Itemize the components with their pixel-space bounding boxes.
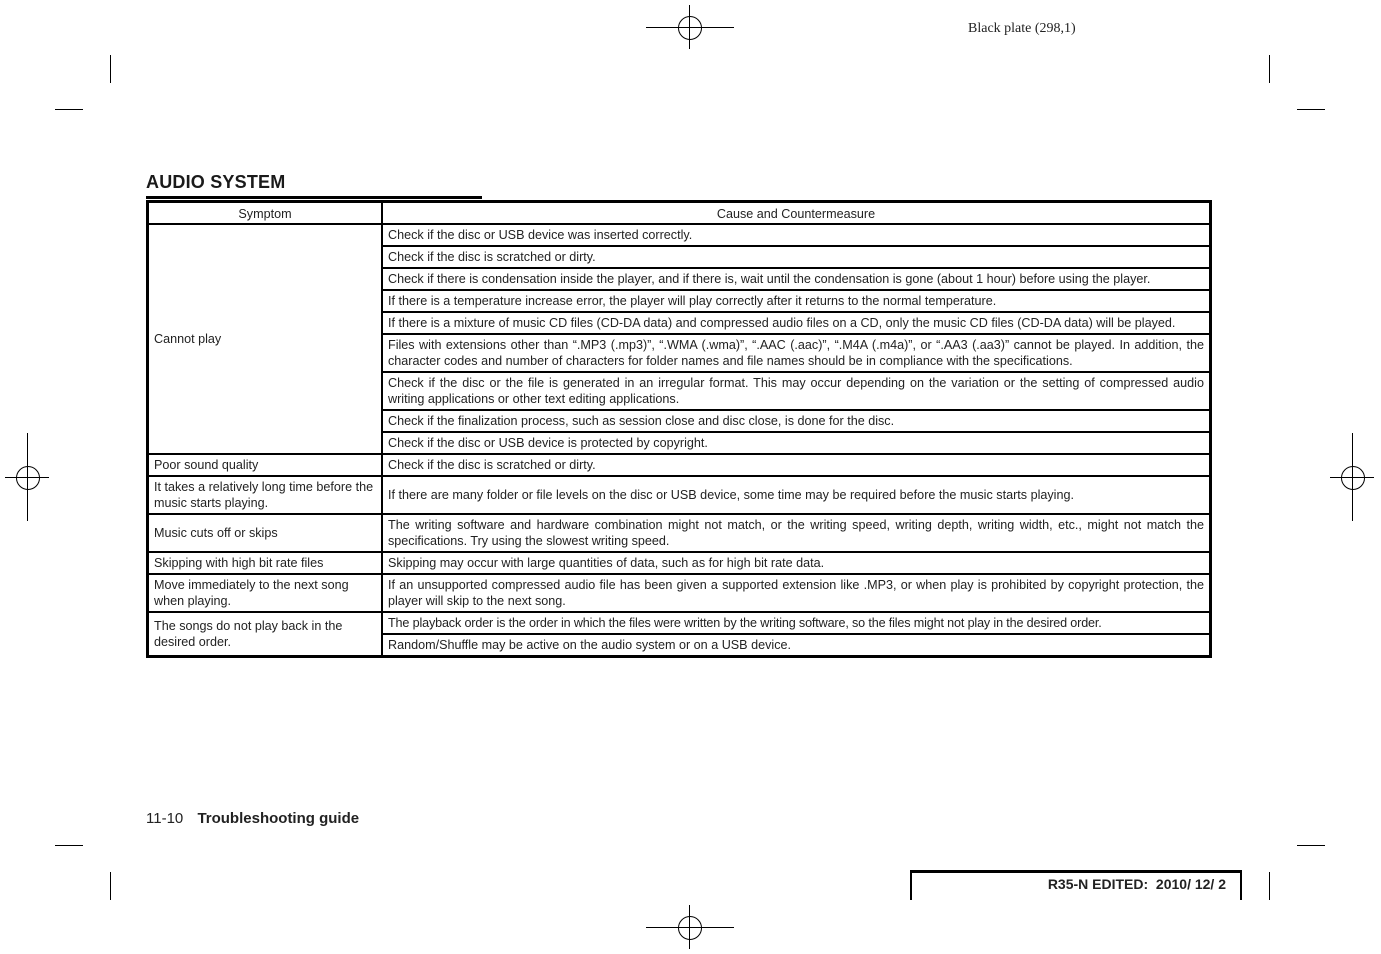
table-row bbox=[148, 612, 1211, 634]
cause-cell: Random/Shuffle may be active on the audio system or on a USB device. bbox=[382, 634, 1211, 657]
footer-section: Troubleshooting guide bbox=[197, 810, 360, 827]
symptom-cell: Skipping with high bit rate files bbox=[148, 552, 383, 574]
cause-cell: If there is a mixture of music CD files (CD-DA data) and compressed audio files on a CD, only the music CD files (CD-DA data) will be played. bbox=[382, 312, 1211, 334]
cause-cell: Check if the disc or the file is generated in an irregular format. This may occur depending on the variation or the setting of compressed audio writing applications or other text editing applications. bbox=[382, 372, 1211, 410]
section-title: AUDIO SYSTEM bbox=[146, 172, 482, 199]
cause-cell: If an unsupported compressed audio file has been given a supported extension like .MP3, or when play is prohibited by copyright protection, the player will skip to the next song. bbox=[382, 574, 1211, 612]
symptom-cell: Cannot play bbox=[148, 224, 383, 454]
cause-cell: Check if the disc or USB device is protected by copyright. bbox=[382, 432, 1211, 454]
symptom-cell: Move immediately to the next song when playing. bbox=[148, 574, 383, 612]
table-header-row bbox=[148, 202, 1211, 225]
cause-cell: If there are many folder or file levels on the disc or USB device, some time may be required before the music starts playing. bbox=[382, 476, 1211, 514]
symptom-cell: Music cuts off or skips bbox=[148, 514, 383, 552]
table-row bbox=[148, 476, 1211, 514]
cause-cell: If there is a temperature increase error, the player will play correctly after it returns to the normal temperature. bbox=[382, 290, 1211, 312]
table-row bbox=[148, 224, 1211, 246]
cause-cell: Check if the disc is scratched or dirty. bbox=[382, 246, 1211, 268]
page-number: 11-10 bbox=[146, 810, 184, 827]
cause-cell: Files with extensions other than “.MP3 (.mp3)”, “.WMA (.wma)”, “.AAC (.aac)”, “.M4A (.m4a)”, or “.AA3 (.aa3)” cannot be played. In addition, the character codes and number of characters for folder names and file names should be in compliance with the specifications. bbox=[382, 334, 1211, 372]
cause-cell: The playback order is the order in which the files were written by the writing software, so the files might not play in the desired order. bbox=[382, 612, 1211, 634]
symptom-cell: The songs do not play back in the desired order. bbox=[148, 612, 383, 657]
cause-cell: The writing software and hardware combination might not match, or the writing speed, writing depth, writing width, etc., might not match the specifications. Try using the slowest writing speed. bbox=[382, 514, 1211, 552]
cause-cell: Skipping may occur with large quantities of data, such as for high bit rate data. bbox=[382, 552, 1211, 574]
symptom-cell: It takes a relatively long time before the music starts playing. bbox=[148, 476, 383, 514]
cause-cell: Check if there is condensation inside the player, and if there is, wait until the condensation is gone (about 1 hour) before using the player. bbox=[382, 268, 1211, 290]
cause-header: Cause and Countermeasure bbox=[382, 202, 1211, 225]
table-row bbox=[148, 514, 1211, 552]
symptom-header: Symptom bbox=[148, 202, 383, 225]
symptom-cell: Poor sound quality bbox=[148, 454, 383, 476]
cause-cell: Check if the finalization process, such as session close and disc close, is done for the disc. bbox=[382, 410, 1211, 432]
table-row bbox=[148, 574, 1211, 612]
table-row bbox=[148, 552, 1211, 574]
cause-cell: Check if the disc is scratched or dirty. bbox=[382, 454, 1211, 476]
cause-cell: Check if the disc or USB device was inserted correctly. bbox=[382, 224, 1211, 246]
troubleshooting-table bbox=[146, 200, 1212, 658]
edit-stamp: R35-N EDITED: 2010/ 12/ 2 bbox=[1047, 876, 1226, 892]
plate-label: Black plate (298,1) bbox=[968, 21, 1076, 36]
table-row bbox=[148, 454, 1211, 476]
page-footer bbox=[146, 810, 359, 827]
edit-stamp-box bbox=[910, 870, 1242, 900]
